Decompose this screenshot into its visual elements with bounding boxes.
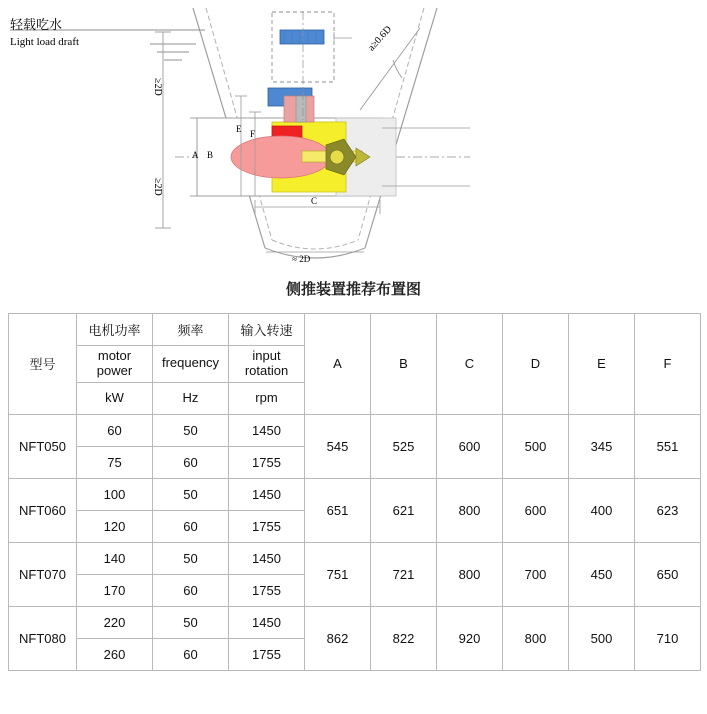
header-f: F: [635, 314, 701, 415]
cell-rotation: 1755: [229, 510, 305, 542]
cell-rotation: 1450: [229, 606, 305, 638]
header-motor-power-en: motor power: [77, 346, 153, 383]
header-e: E: [569, 314, 635, 415]
cell-frequency: 50: [153, 606, 229, 638]
dim-f-label: F: [250, 129, 256, 139]
dim-angle-a: a≥0.6D: [366, 23, 395, 54]
cell-rotation: 1450: [229, 478, 305, 510]
cell-a: 751: [305, 542, 371, 606]
header-input-rotation-en: input rotation: [229, 346, 305, 383]
dim-a-label: A: [192, 150, 199, 160]
diagram-caption: 侧推装置推荐布置图: [285, 280, 421, 298]
cell-f: 623: [635, 478, 701, 542]
dim-c-label: C: [311, 196, 318, 206]
cell-power: 60: [77, 414, 153, 446]
cell-d: 500: [503, 414, 569, 478]
cell-f: 551: [635, 414, 701, 478]
dim-b-label: B: [207, 150, 214, 160]
header-d: D: [503, 314, 569, 415]
cell-power: 170: [77, 574, 153, 606]
cell-model: NFT070: [9, 542, 77, 606]
cell-a: 862: [305, 606, 371, 670]
cell-c: 800: [437, 542, 503, 606]
cell-power: 220: [77, 606, 153, 638]
light-load-draft-label-en: Light load draft: [10, 36, 80, 48]
header-input-rotation-unit: rpm: [229, 382, 305, 414]
cell-rotation: 1755: [229, 446, 305, 478]
thruster-arrangement-diagram: [0, 0, 707, 308]
cell-model: NFT060: [9, 478, 77, 542]
cell-d: 800: [503, 606, 569, 670]
dim-e-label: E: [236, 124, 242, 134]
header-frequency-unit: Hz: [153, 382, 229, 414]
cell-c: 800: [437, 478, 503, 542]
header-model: 型号: [9, 314, 77, 415]
cell-frequency: 60: [153, 638, 229, 670]
cell-power: 260: [77, 638, 153, 670]
cell-frequency: 60: [153, 510, 229, 542]
cell-d: 700: [503, 542, 569, 606]
cell-e: 500: [569, 606, 635, 670]
dim-2d-left-lower: ≥2D: [152, 178, 163, 196]
cell-b: 721: [371, 542, 437, 606]
table-row: [9, 542, 701, 574]
specification-table: [8, 313, 701, 671]
cell-c: 600: [437, 414, 503, 478]
specification-table-wrap: [8, 313, 699, 671]
dim-2d-bottom-label: ≈ 2D: [292, 254, 311, 264]
cell-d: 600: [503, 478, 569, 542]
cell-rotation: 1450: [229, 542, 305, 574]
cell-model: NFT080: [9, 606, 77, 670]
cell-b: 822: [371, 606, 437, 670]
cell-power: 140: [77, 542, 153, 574]
cell-power: 120: [77, 510, 153, 542]
table-row: [9, 478, 701, 510]
cell-f: 710: [635, 606, 701, 670]
header-input-rotation-cn: 输入转速: [229, 314, 305, 346]
cell-rotation: 1450: [229, 414, 305, 446]
cell-power: 75: [77, 446, 153, 478]
cell-f: 650: [635, 542, 701, 606]
cell-e: 450: [569, 542, 635, 606]
cell-rotation: 1755: [229, 638, 305, 670]
header-c: C: [437, 314, 503, 415]
cell-frequency: 50: [153, 542, 229, 574]
header-motor-power-cn: 电机功率: [77, 314, 153, 346]
cell-frequency: 60: [153, 446, 229, 478]
cell-b: 621: [371, 478, 437, 542]
cell-rotation: 1755: [229, 574, 305, 606]
header-motor-power-unit: kW: [77, 382, 153, 414]
diagram-svg: [0, 0, 707, 308]
cell-model: NFT050: [9, 414, 77, 478]
cell-a: 545: [305, 414, 371, 478]
header-b: B: [371, 314, 437, 415]
cell-e: 345: [569, 414, 635, 478]
cell-e: 400: [569, 478, 635, 542]
cell-c: 920: [437, 606, 503, 670]
light-load-draft-label-cn: 轻载吃水: [10, 18, 63, 33]
cell-frequency: 50: [153, 414, 229, 446]
table-header-row-cn: [9, 314, 701, 346]
table-row: [9, 606, 701, 638]
header-frequency-en: frequency: [153, 346, 229, 383]
cell-power: 100: [77, 478, 153, 510]
cell-frequency: 60: [153, 574, 229, 606]
cell-b: 525: [371, 414, 437, 478]
header-a: A: [305, 314, 371, 415]
dim-2d-left-upper: ≥2D: [152, 78, 163, 96]
header-frequency-cn: 频率: [153, 314, 229, 346]
table-row: [9, 414, 701, 446]
cell-frequency: 50: [153, 478, 229, 510]
cell-a: 651: [305, 478, 371, 542]
